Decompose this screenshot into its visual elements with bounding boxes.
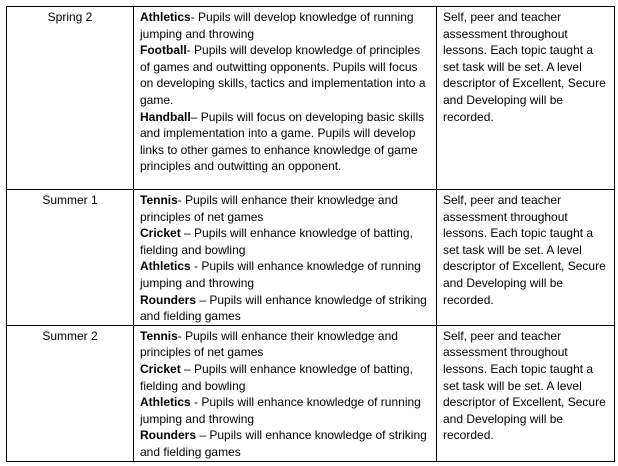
topic-name: Football (140, 43, 187, 58)
topic-separator: – (196, 292, 210, 307)
assessment-cell: Self, peer and teacher assessment throughout lessons. Each topic taught a set task will be set. A level descriptor of Excellent, Secure and Developing will be recorded. (437, 7, 615, 190)
assessment-cell: Self, peer and teacher assessment throughout lessons. Each topic taught a set task will be set. A level descriptor of Excellent, Secure and Developing will be recorded. (437, 325, 615, 461)
topic-item (140, 258, 430, 291)
topic-item (140, 109, 430, 175)
topic-separator: - (190, 395, 202, 410)
curriculum-table-container (6, 6, 614, 460)
topic-description: Pupils will enhance their knowledge and principles of net games (140, 193, 398, 224)
topic-description: Pupils will enhance knowledge of batting, fielding and bowling (140, 361, 413, 393)
topic-name: Athletics (140, 395, 191, 410)
table-row (7, 7, 615, 190)
topic-description: Pupils will focus on developing basic skills and implementation into a game. Pupils will develop links to other games to enhance knowledge of game principles and outwitting an opponent. (140, 109, 425, 174)
topic-name: Handball (140, 109, 191, 124)
topic-separator: – (196, 428, 210, 443)
topic-description: Pupils will enhance knowledge of running jumping and throwing (140, 259, 421, 290)
topic-name: Rounders (140, 428, 197, 443)
topic-name: Cricket (140, 361, 181, 376)
topic-item (140, 427, 430, 460)
topic-description: Pupils will enhance knowledge of running jumping and throwing (140, 395, 421, 426)
term-cell: Spring 2 (7, 7, 134, 190)
topic-description: Pupils will enhance knowledge of striking and fielding games (140, 292, 427, 324)
topic-separator: - (177, 193, 186, 207)
topic-item (140, 42, 430, 108)
topic-separator: – (180, 361, 195, 376)
topic-item (140, 192, 430, 225)
topic-description: Pupils will enhance knowledge of striking and fielding games (140, 428, 427, 459)
topic-item (140, 328, 430, 361)
topic-description: Pupils will enhance their knowledge and principles of net games (140, 328, 398, 360)
topic-description: Pupils will enhance knowledge of batting, fielding and bowling (140, 226, 413, 257)
topic-item (140, 225, 430, 258)
topic-name: Tennis (140, 328, 178, 343)
topic-separator: - (177, 328, 186, 343)
curriculum-table (6, 6, 615, 462)
table-row (7, 190, 615, 326)
topic-name: Cricket (140, 226, 181, 241)
topic-name: Rounders (140, 292, 197, 307)
topic-name: Athletics (140, 10, 191, 24)
topic-separator: - (186, 43, 195, 58)
term-cell: Summer 1 (7, 190, 134, 326)
topic-name: Tennis (140, 193, 178, 207)
table-row (7, 325, 615, 461)
topics-cell (134, 325, 437, 461)
topic-name: Athletics (140, 259, 191, 274)
topic-description: Pupils will develop knowledge of running jumping and throwing (140, 10, 414, 41)
topic-description: Pupils will develop knowledge of principles of games and outwitting opponents. Pupils will focus on developing skills, tactics and implementation into a game. (140, 43, 426, 107)
topic-item (140, 361, 430, 394)
topic-separator: - (190, 10, 199, 24)
topic-item (140, 9, 430, 42)
assessment-cell: Self, peer and teacher assessment throughout lessons. Each topic taught a set task will be set. A level descriptor of Excellent, Secure and Developing will be recorded. (437, 190, 615, 326)
topic-separator: – (180, 226, 195, 241)
term-cell: Summer 2 (7, 325, 134, 461)
topic-item (140, 394, 430, 427)
topic-item (140, 292, 430, 325)
topic-separator: - (190, 259, 202, 274)
topics-cell (134, 190, 437, 326)
topics-cell (134, 7, 437, 190)
topic-separator: – (190, 109, 201, 124)
